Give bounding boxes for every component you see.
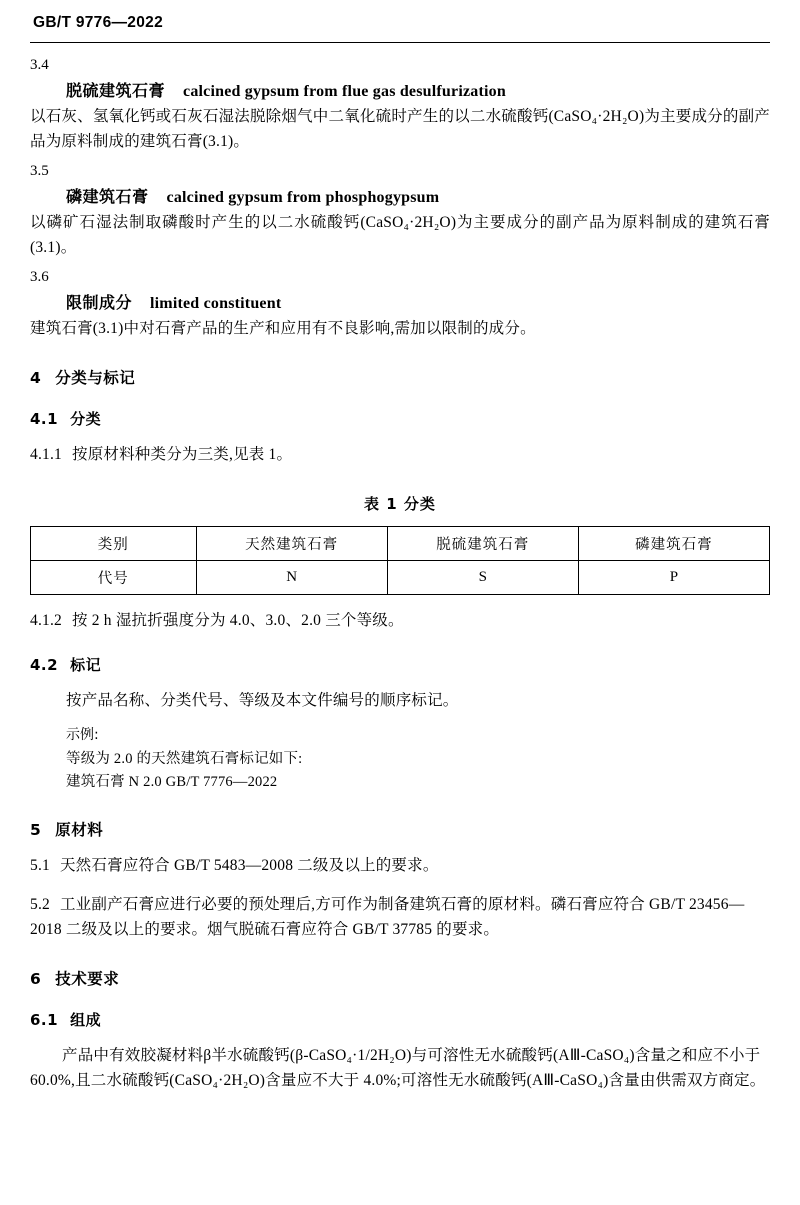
term-cn-3-4: 脱硫建筑石膏 bbox=[66, 81, 166, 100]
term-cn-3-5: 磷建筑石膏 bbox=[66, 187, 149, 207]
table-row-label-code: 代号 bbox=[31, 561, 197, 595]
table-cell-code-3: P bbox=[578, 561, 769, 595]
term-cn-3-6: 限制成分 bbox=[66, 293, 133, 313]
paragraph-number-4-1-2: 4.1.2 bbox=[30, 612, 62, 630]
term-en-3-5: calcined gypsum from phosphogypsum bbox=[166, 189, 440, 207]
section-title-4: 分类与标记 bbox=[55, 368, 136, 387]
paragraph-4-1-2 bbox=[30, 609, 770, 634]
classification-table bbox=[30, 526, 770, 595]
section-title-4-2: 标记 bbox=[70, 656, 102, 675]
table-row bbox=[31, 561, 770, 595]
paragraph-text-5-2: 工业副产石膏应进行必要的预处理后,方可作为制备建筑石膏的原材料。磷石膏应符合 GB/T 23456—2018 二级及以上的要求。烟气脱硫石膏应符合 GB/T 37785 的要求。 bbox=[30, 896, 745, 938]
section-number-5: 5 bbox=[30, 821, 42, 840]
section-title-6: 技术要求 bbox=[55, 969, 120, 988]
table-cell-category-2: 脱硫建筑石膏 bbox=[387, 527, 578, 561]
clause-number-3-5: 3.5 bbox=[30, 163, 49, 180]
section-heading-5 bbox=[30, 818, 770, 840]
clause-number-3-6: 3.6 bbox=[30, 269, 49, 286]
section-number-6-1: 6.1 bbox=[30, 1010, 59, 1029]
paragraph-number-5-2: 5.2 bbox=[30, 896, 50, 914]
paragraph-text-5-1: 天然石膏应符合 GB/T 5483—2008 二级及以上的要求。 bbox=[59, 857, 439, 875]
term-heading-3-4 bbox=[66, 78, 770, 101]
example-block bbox=[66, 724, 770, 794]
paragraph-5-1 bbox=[30, 854, 770, 879]
paragraph-text-4-1-2: 按 2 h 湿抗折强度分为 4.0、3.0、2.0 三个等级。 bbox=[72, 612, 404, 630]
term-definition-3-6: 建筑石膏(3.1)中对石膏产品的生产和应用有不良影响,需加以限制的成分。 bbox=[30, 320, 536, 338]
paragraph-number-4-1-1: 4.1.1 bbox=[30, 445, 62, 463]
paragraph-4-1-1 bbox=[30, 443, 770, 468]
section-heading-6-1 bbox=[30, 1009, 770, 1030]
section-title-4-1: 分类 bbox=[70, 409, 102, 428]
table-cell-code-1: N bbox=[196, 561, 387, 595]
section-number-4-2: 4.2 bbox=[30, 656, 59, 675]
section-heading-6 bbox=[30, 967, 770, 989]
table-row-label-category: 类别 bbox=[31, 527, 197, 561]
table-cell-category-1: 天然建筑石膏 bbox=[196, 527, 387, 561]
term-en-3-4: calcined gypsum from flue gas desulfurization bbox=[183, 83, 506, 100]
page-header: GB/T 9776—2022 bbox=[33, 14, 163, 31]
table-row bbox=[31, 527, 770, 561]
table-cell-category-3: 磷建筑石膏 bbox=[578, 527, 769, 561]
section-number-6: 6 bbox=[30, 969, 42, 988]
term-en-3-6: limited constituent bbox=[150, 295, 282, 313]
term-definition-3-4: 以石灰、氢氧化钙或石灰石湿法脱除烟气中二氧化硫时产生的以二水硫酸钙(CaSO₄·2H₂O)为主要成分的副产品为原料制成的建筑石膏(3.1)。 bbox=[30, 108, 770, 151]
section-heading-4 bbox=[30, 366, 770, 388]
term-heading-3-6 bbox=[66, 290, 770, 313]
example-line-2: 建筑石膏 N 2.0 GB/T 7776—2022 bbox=[66, 774, 278, 791]
section-heading-4-1 bbox=[30, 408, 770, 429]
table-1-title: 表 1 分类 bbox=[364, 495, 436, 514]
section-number-4: 4 bbox=[30, 368, 42, 387]
section-heading-4-2 bbox=[30, 654, 770, 675]
section-number-4-1: 4.1 bbox=[30, 409, 59, 428]
paragraph-number-5-1: 5.1 bbox=[30, 857, 50, 875]
paragraph-5-2 bbox=[30, 893, 770, 943]
header-divider bbox=[30, 42, 770, 43]
term-definition-3-5: 以磷矿石湿法制取磷酸时产生的以二水硫酸钙(CaSO₄·2H₂O)为主要成分的副产品为原料制成的建筑石膏(3.1)。 bbox=[30, 214, 770, 257]
section-title-6-1: 组成 bbox=[70, 1010, 102, 1029]
paragraph-4-2-text: 按产品名称、分类代号、等级及本文件编号的顺序标记。 bbox=[66, 692, 459, 710]
section-title-5: 原材料 bbox=[55, 821, 104, 840]
paragraph-6-1-text: 产品中有效胶凝材料β半水硫酸钙(β-CaSO₄·1/2H₂O)与可溶性无水硫酸钙(AⅢ-CaSO₄)含量之和应不小于 60.0%,且二水硫酸钙(CaSO₄·2H₂O)含量应不大于 4.0%;可溶性无水硫酸钙(AⅢ-CaSO₄)含量由供需双方商定。 bbox=[30, 1046, 766, 1089]
table-cell-code-2: S bbox=[387, 561, 578, 595]
paragraph-text-4-1-1: 按原材料种类分为三类,见表 1。 bbox=[72, 445, 293, 463]
example-line-1: 等级为 2.0 的天然建筑石膏标记如下: bbox=[66, 750, 303, 767]
example-label: 示例: bbox=[66, 726, 99, 743]
clause-number-3-4: 3.4 bbox=[30, 57, 49, 73]
term-heading-3-5 bbox=[66, 184, 770, 207]
